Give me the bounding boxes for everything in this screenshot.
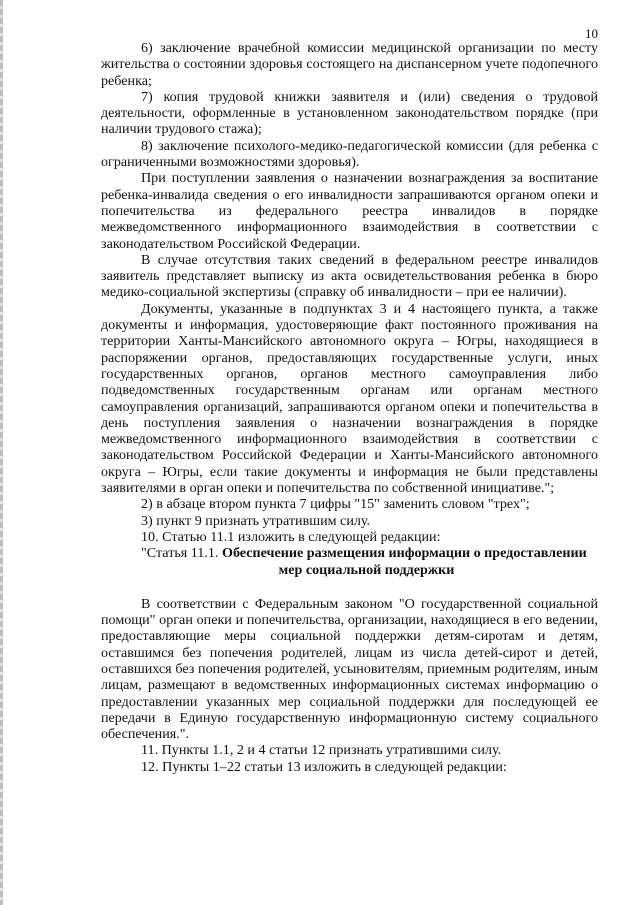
paragraph-disability-absent: В случае отсутствия таких сведений в федеральном реестре инвалидов заявитель представляет выписку из акта освидетельствования ребенка в бюро медико-социальной экспертизы (справку об инвалидности – при ее наличии). [101,251,598,301]
article-prefix: "Статья 11.1. [141,545,222,562]
paragraph-item-2: 2) в абзаце втором пункта 7 цифры "15" заменить словом "трех"; [141,496,530,513]
paragraph-item-12: 12. Пункты 1–22 статьи 13 изложить в следующей редакции: [141,758,507,775]
paragraph-item-7: 7) копия трудовой книжки заявителя и (или) сведения о трудовой деятельности, оформленные в установленном законодательством порядке (при наличии трудового стажа); [101,88,598,138]
article-title-line1: Обеспечение размещения информации о предоставлении [221,545,587,562]
paragraph-item-3: 3) пункт 9 признать утратившим силу. [141,512,371,529]
paragraph-item-6: 6) заключение врачебной комиссии медицинской организации по месту жительства о состоянии здоровья состоящего на диспансерном учете подопечного ребенка; [101,40,598,89]
scan-edge [0,0,3,905]
paragraph-documents: Документы, указанные в подпунктах 3 и 4 настоящего пункта, а также документы и информация, удостоверяющие факт постоянного проживания на территории Ханты-Мансийского автономного округа – Югры, находящиеся в распоряжении органов, предоставляющих государственные услуги, иных государственных органов, органов местного самоуправления либо подведомственных государственным органам или органам местного самоуправления организаций, запрашиваются органом опеки и попечительства в день поступления заявления о назначении вознаграждения в порядке межведомственного информационного взаимодействия в соответствии с законодательством Российской Федерации и Ханты-Мансийского автономного округа – Югры, если такие документы и информация не были представлены заявителями в орган опеки и попечительства по собственной инициативе."; [101,300,598,497]
spacer [101,578,598,596]
article-body: В соответствии с Федеральным законом "О государственной социальной помощи" орган опеки и попечительства, организации, находящиеся в его ведении, предоставляющие меры социальной поддержки детям-сиротам и детям, оставшимся без попечения родителей, лицам из числа детей-сирот и детей, оставшихся без попечения родителей, усыновителям, приемным родителям, иным лицам, размещают в ведомственных информационных системах информацию о предоставлении указанных мер социальной поддержки для последующей ее передачи в Единую государственную информационную систему социального обеспечения.". [101,595,598,743]
article-title-line2: мер социальной поддержки [278,561,455,578]
paragraph-item-11: 11. Пункты 1.1, 2 и 4 статьи 12 признать утратившими силу. [141,742,502,759]
paragraph-disability-request: При поступлении заявления о назначении вознаграждения за воспитание ребенка-инвалида сведения о его инвалидности запрашиваются органом опеки и попечительства из федерального реестра инвалидов в порядке межведомственного информационного взаимодействия в соответствии с законодательством Российской Федерации. [101,170,598,252]
paragraph-item-8: 8) заключение психолого-медико-педагогической комиссии (для ребенка с ограниченными возможностями здоровья). [101,137,598,171]
document-body [101,40,598,775]
paragraph-item-10: 10. Статью 11.1 изложить в следующей редакции: [141,528,441,545]
page-number: 10 [585,26,598,41]
article-heading [101,545,598,561]
